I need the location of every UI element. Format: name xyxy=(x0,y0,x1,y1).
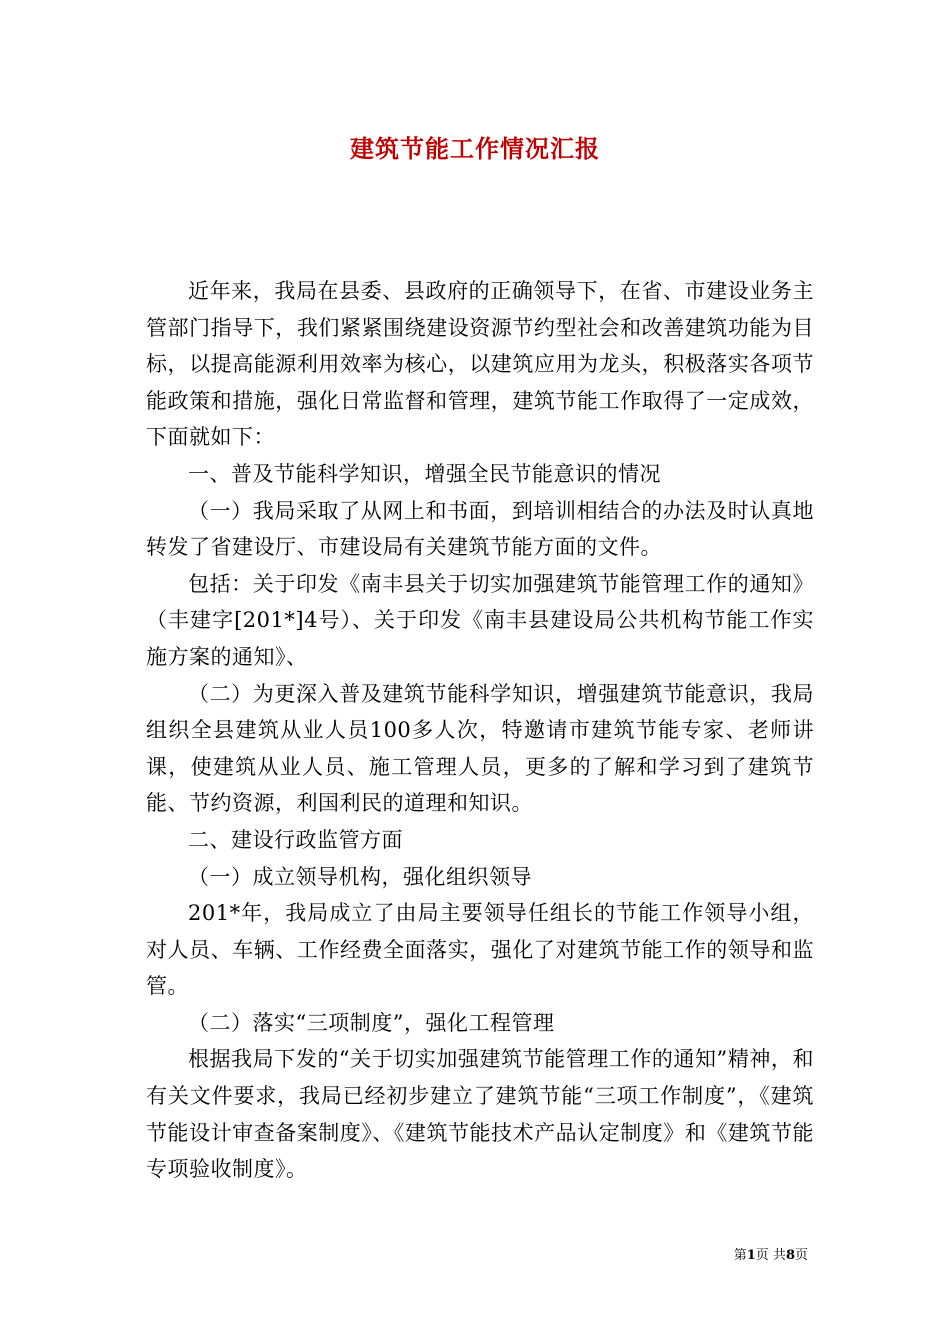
footer-middle: 页 共 xyxy=(755,1248,786,1263)
page-footer xyxy=(734,1246,808,1266)
document-title: 建筑节能工作情况汇报 xyxy=(350,134,600,163)
section-heading-1: 一、普及节能科学知识，增强全民节能意识的情况 xyxy=(188,461,661,486)
footer-suffix: 页 xyxy=(794,1248,808,1263)
current-page-number: 1 xyxy=(746,1248,756,1263)
paragraph-1-2: （二）为更深入普及建筑节能科学知识，增强建筑节能意识，我局组织全县建筑从业人员100多人次，特邀请市建筑节能专家、老师讲课，使建筑从业人员、施工管理人员，更多的了解和学习到了建筑节能、节约资源，利国利民的道理和知识。 xyxy=(146,681,814,816)
document-body xyxy=(146,273,814,1188)
total-pages-number: 8 xyxy=(785,1248,795,1263)
paragraph-1-1-detail: 包括：关于印发《南丰县关于切实加强建筑节能管理工作的通知》（丰建字[201*]4号）、关于印发《南丰县建设局公共机构节能工作实施方案的通知》、 xyxy=(146,571,814,669)
subheading-2-2: （二）落实“三项制度”，强化工程管理 xyxy=(188,1010,555,1035)
paragraph-1-1: （一）我局采取了从网上和书面，到培训相结合的办法及时认真地转发了省建设厅、市建设局有关建筑节能方面的文件。 xyxy=(146,498,814,560)
paragraph-2-1: 201*年，我局成立了由局主要领导任组长的节能工作领导小组，对人员、车辆、工作经费全面落实，强化了对建筑节能工作的领导和监管。 xyxy=(146,901,814,999)
paragraph-2-2: 根据我局下发的“关于切实加强建筑节能管理工作的通知”精神，和有关文件要求，我局已经初步建立了建筑节能“三项工作制度”，《建筑节能设计审查备案制度》、《建筑节能技术产品认定制度》和《建筑节能专项验收制度》。 xyxy=(146,1047,814,1182)
paragraph-intro: 近年来，我局在县委、县政府的正确领导下，在省、市建设业务主管部门指导下，我们紧紧围绕建设资源节约型社会和改善建筑功能为目标，以提高能源利用效率为核心，以建筑应用为龙头，积极落实各项节能政策和措施，强化日常监督和管理，建筑节能工作取得了一定成效，下面就如下： xyxy=(146,279,814,450)
footer-prefix: 第 xyxy=(733,1248,747,1263)
subheading-2-1: （一）成立领导机构，强化组织领导 xyxy=(188,864,532,889)
section-heading-2: 二、建设行政监管方面 xyxy=(188,827,403,852)
